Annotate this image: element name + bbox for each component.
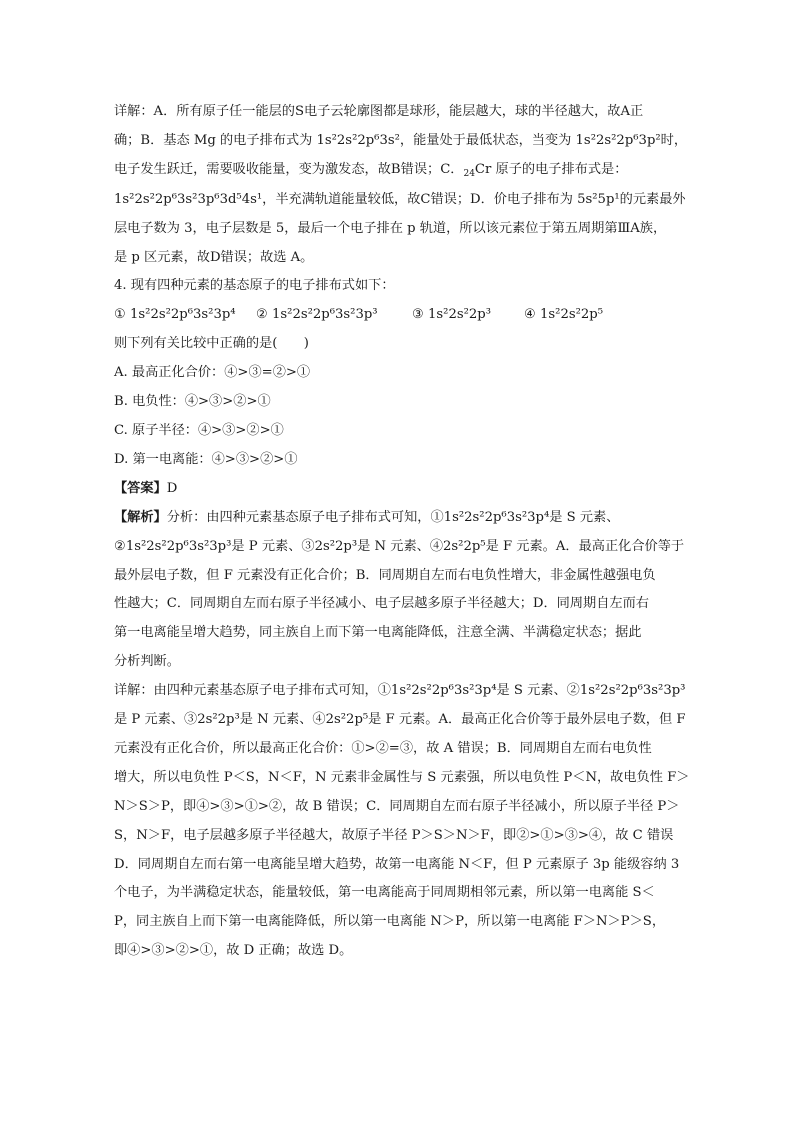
detail-line-9: P，同主族自上而下第一电离能降低，所以第一电离能 N＞P，所以第一电离能 F＞N＞P＞S，	[114, 914, 666, 930]
detail-line-1: 详解：由四种元素基态原子电子排布式可知，①1s²2s²2p⁶3s²3p⁴是 S 元素、②1s²2s²2p⁶3s²3p³	[114, 683, 686, 699]
detail-line-7: D．同周期自左而右第一电离能呈增大趋势，故第一电离能 N＜F，但 P 元素原子 3p 能级容纳 3	[114, 856, 680, 872]
q3-detail-line-3	[114, 156, 680, 186]
analysis-line-5: 第一电离能呈增大趋势，同主族自上而下第一电离能降低，注意全满、半满稳定状态；据此	[114, 625, 642, 641]
detail-line-4: 增大，所以电负性 P＜S，N＜F，N 元素非金属性与 S 元素强，所以电负性 P＜N，故电负性 F＞	[114, 769, 690, 785]
option-d: D. 第一电离能：④>③>②>①	[114, 451, 298, 467]
analysis-line-2: ②1s²2s²2p⁶3s²3p³是 P 元素、③2s²2p³是 N 元素、④2s²2p⁵是 F 元素。A．最高正化合价等于	[114, 538, 685, 554]
detail-line-10: 即④>③>②>①，故 D 正确；故选 D。	[114, 943, 353, 959]
detail-line-8: 个电子，为半满稳定状态，能量较低，第一电离能高于同周期相邻元素，所以第一电离能 S＜	[114, 885, 655, 901]
option-b: B. 电负性：④>③>②>①	[114, 394, 271, 410]
page-content	[114, 98, 690, 966]
q3-detail-line-4: 1s²2s²2p⁶3s²3p⁶3d⁵4s¹，半充满轨道能量较低，故C错误；D．价电子排布为 5s²5p¹的元素最外	[114, 191, 686, 207]
answer-value: D	[166, 480, 178, 496]
analysis-line-1-text: 分析：由四种元素基态原子电子排布式可知，①1s²2s²2p⁶3s²3p⁴是 S 元素、	[166, 509, 620, 525]
option-a: A. 最高正化合价：④>③=②>①	[114, 365, 311, 381]
analysis-line-3: 最外层电子数，但 F 元素没有正化合价；B．同周期自左而右电负性增大，非金属性越强电负	[114, 567, 656, 583]
q3-detail-line-6: 是 p 区元素，故D错误；故选 A。	[114, 249, 314, 265]
detail-line-6: S，N＞F，电子层越多原子半径越大，故原子半径 P＞S＞N＞F，即②>①>③>④，故 C 错误	[114, 827, 674, 843]
config-1: ① 1s²2s²2p⁶3s²3p⁴	[114, 307, 236, 323]
detail-line-2: 是 P 元素、③2s²2p³是 N 元素、④2s²2p⁵是 F 元素。A．最高正化合价等于最外层电子数，但 F	[114, 712, 686, 728]
q4-stem: 4. 现有四种元素的基态原子的电子排布式如下：	[114, 278, 395, 294]
answer-label: 【答案】	[114, 480, 167, 496]
q3-detail-line-3-text: 电子发生跃迁，需要吸收能量，变为激发态，故B错误；C．	[114, 161, 464, 177]
q3-detail-line-1: 详解：A．所有原子任一能层的S电子云轮廓图都是球形，能层越大，球的半径越大，故A正	[114, 104, 644, 119]
q4-question: 则下列有关比较中正确的是( )	[114, 336, 309, 352]
analysis-line-4: 性越大；C．同周期自左而右原子半径减小、电子层越多原子半径越大；D．同周期自左而右	[114, 596, 649, 612]
analysis-line-1	[114, 504, 680, 533]
q3-detail-line-2: 确；B．基态 Mg 的电子排布式为 1s²2s²2p⁶3s²，能量处于最低状态，当变为 1s²2s²2p⁶3p²时，	[114, 132, 688, 148]
config-3: ③ 1s²2s²2p³	[412, 307, 492, 323]
option-c: C. 原子半径：④>③>②>①	[114, 422, 284, 438]
config-4: ④ 1s²2s²2p⁵	[524, 307, 604, 323]
cr-atomic-number: 24	[463, 168, 475, 179]
cr-config-label: Cr 原子的电子排布式是：	[474, 161, 628, 177]
analysis-label: 【解析】	[114, 509, 167, 525]
detail-line-3: 元素没有正化合价，所以最高正化合价：①>②=③，故 A 错误；B．同周期自左而右电负性	[114, 740, 652, 756]
detail-line-5: N＞S＞P，即④>③>①>②，故 B 错误；C．同周期自左而右原子半径减小，所以原子半径 P＞	[114, 798, 680, 814]
q3-detail-line-5: 层电子数为 3，电子层数是 5，最后一个电子排在 p 轨道，所以该元素位于第五周期第ⅢA族，	[114, 220, 667, 236]
config-2: ② 1s²2s²2p⁶3s²3p³	[256, 307, 378, 323]
answer-line	[114, 475, 680, 504]
q4-configs	[114, 301, 680, 330]
analysis-line-6: 分析判断。	[114, 654, 180, 670]
